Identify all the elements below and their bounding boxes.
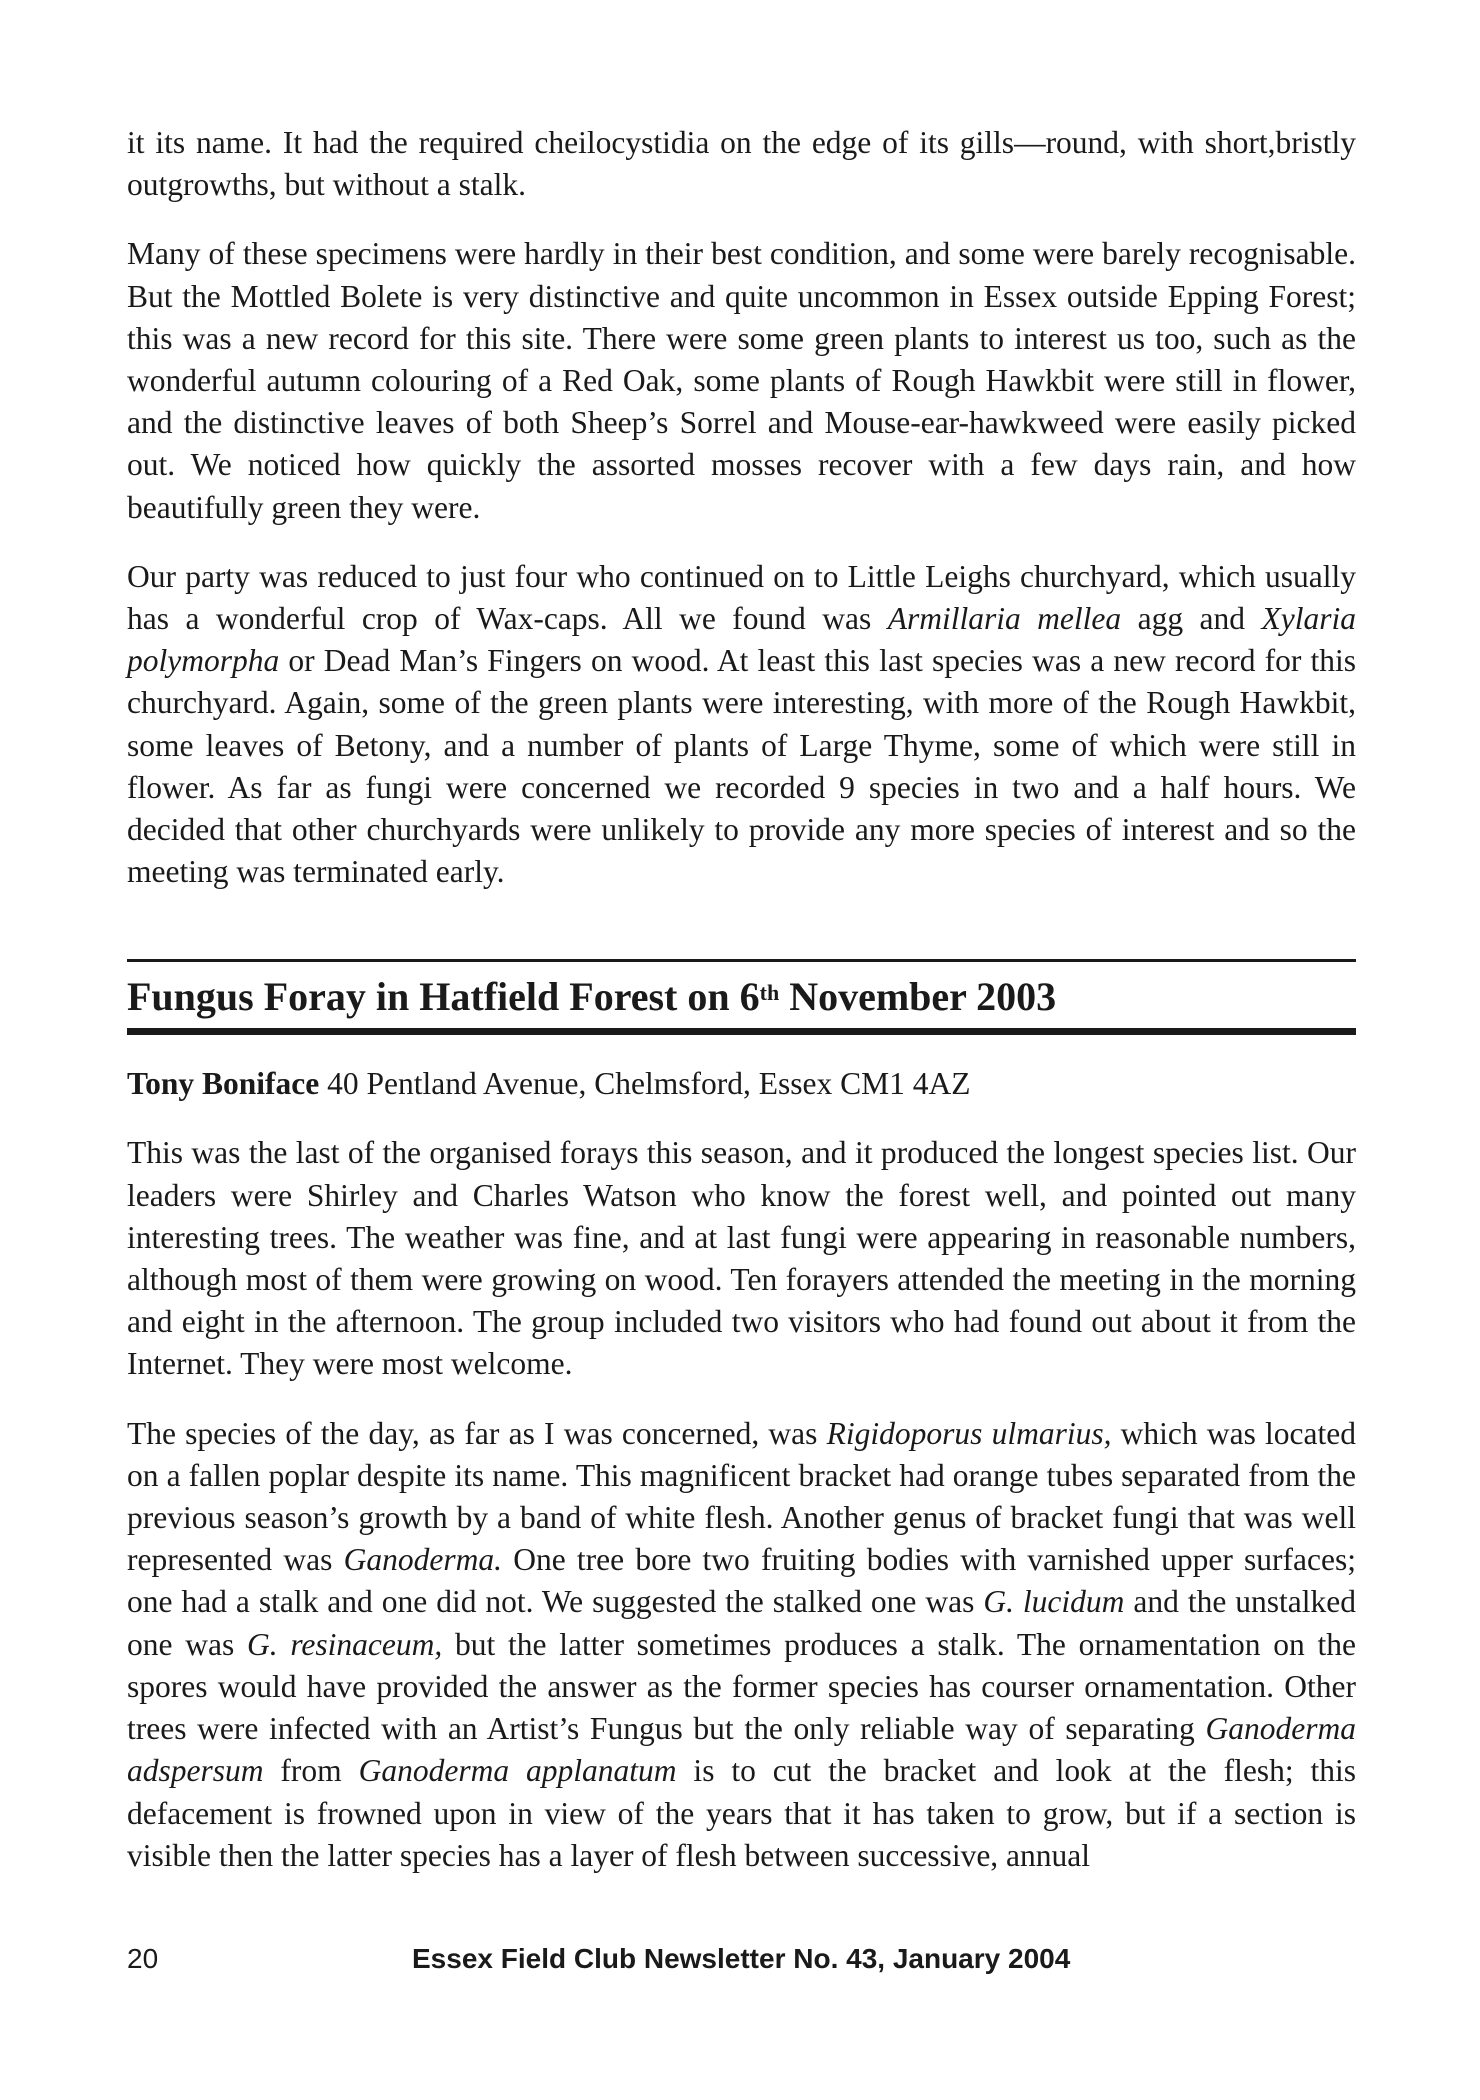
text-run: which was located on a fallen poplar despite its name. This magnificent bracket had orange tubes separated from the previous season’s growth by a band of white flesh. Another genus of bracket fungi that was well represented was <box>127 1415 1356 1578</box>
text-run: Our party was reduced to just four who continued on to Little Leighs churchyard, which usually has a wonderful crop of Wax-caps. All we found was <box>127 558 1356 637</box>
paragraph-species-of-day <box>127 1413 1356 1877</box>
species-name: G. resinaceum, <box>246 1626 443 1662</box>
article-heading-block <box>127 959 1356 1035</box>
author-line <box>127 1063 1356 1105</box>
species-name: Armillaria mellea <box>887 601 1122 637</box>
paragraph-mottled-bolete: Many of these specimens were hardly in their best condition, and some were barely recognisable. But the Mottled Bolete is very distinctive and quite uncommon in Essex outside Epping Forest; this was a new record for this site. There were some green plants to interest us too, such as the wonderful autumn colouring of a Red Oak, some plants of Rough Hawkbit were still in flower, and the distinctive leaves of both Sheep’s Sorrel and Mouse-ear-hawkweed were easily picked out. We noticed how quickly the assorted mosses recover with a few days rain, and how beautifully green they were. <box>127 236 1356 525</box>
text-run: and the unstalked one was <box>127 1584 1356 1662</box>
publication-title: Essex Field Club Newsletter No. 43, January 2004 <box>412 1943 1071 1974</box>
species-name: G. lucidum <box>983 1584 1125 1620</box>
author-name: Tony Boniface <box>127 1066 320 1102</box>
author-address: 40 Pentland Avenue, Chelmsford, Essex CM1 4AZ <box>319 1066 971 1102</box>
paragraph-foray-intro: This was the last of the organised forays this season, and it produced the longest species list. Our leaders were Shirley and Charles Watson who know the forest well, and pointed out many interesting trees. The weather was fine, and at last fungi were appearing in reasonable numbers, although most of them were growing on wood. Ten forayers attended the meeting in the morning and eight in the afternoon. The group included two visitors who had found out about it from the Internet. They were most welcome. <box>127 1135 1356 1382</box>
text-run: The species of the day, as far as I was concerned, was <box>127 1415 827 1451</box>
text-run: agg and <box>1121 601 1262 637</box>
species-name: Rigidoporus ulmarius, <box>826 1415 1112 1451</box>
species-name: Ganoderma. <box>343 1542 502 1578</box>
text-run: or Dead Man’s Fingers on wood. At least this last species was a new record for this churchyard. Again, some of the green plants were interesting, with more of the Rough Hawkbit, some leaves of Betony, and a number of plants of Large Thyme, some of which were still in flower. As far as fungi were concerned we recorded 9 species in two and a half hours. We decided that other churchyards were unlikely to provide any more species of interest and so the meeting was terminated early. <box>127 643 1356 890</box>
page-content <box>127 122 1356 1877</box>
paragraph-continuation: it its name. It had the required cheilocystidia on the edge of its gills—round, with short,bristly outgrowths, but without a stalk. <box>127 125 1356 203</box>
species-name: Xylaria polymorpha <box>127 601 1357 679</box>
text-run: One tree bore two fruiting bodies with varnished upper surfaces; one had a stalk and one did not. We suggested the stalked one was <box>127 1542 1356 1620</box>
title-ordinal-suffix: th <box>759 980 780 1006</box>
species-name: Ganoderma adspersum <box>127 1711 1356 1789</box>
text-run: from <box>263 1753 359 1789</box>
species-name: Ganoderma applanatum <box>358 1753 677 1789</box>
title-text-end: November 2003 <box>779 974 1057 1020</box>
paragraph-little-leighs <box>127 556 1356 894</box>
page-footer <box>127 1943 1356 1983</box>
text-run: but the latter sometimes produces a stalk. The ornamentation on the spores would have provided the answer as the former species has courser ornamentation. Other trees were infected with an Artist’s Fungus but the only reliable way of separating <box>127 1626 1356 1747</box>
article-title <box>127 973 1356 1021</box>
text-run: is to cut the bracket and look at the flesh; this defacement is frowned upon in view of the years that it has taken to grow, but if a section is visible then the latter species has a layer of flesh between successive, annual <box>127 1753 1357 1873</box>
title-text: Fungus Foray in Hatfield Forest on 6 <box>127 974 760 1020</box>
page-number: 20 <box>127 1943 159 1974</box>
